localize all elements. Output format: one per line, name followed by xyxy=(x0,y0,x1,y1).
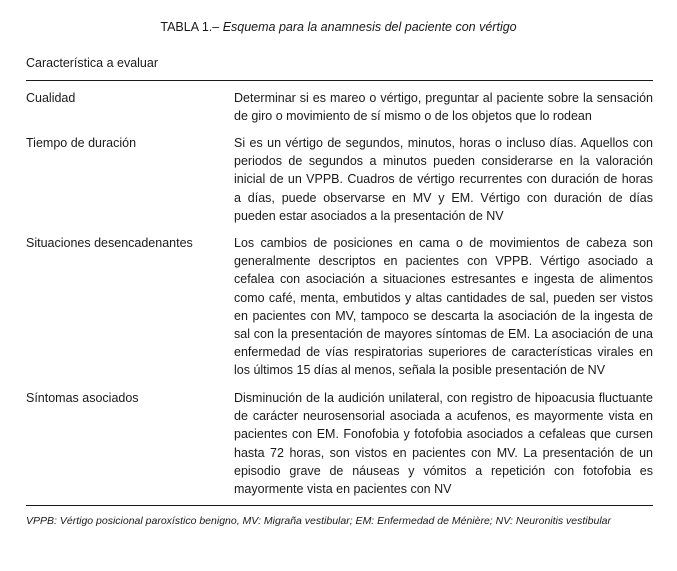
column-header: Característica a evaluar xyxy=(26,56,159,70)
row-label: Cualidad xyxy=(26,91,76,105)
top-rule xyxy=(26,80,653,81)
row-description: Los cambios de posiciones en cama o de movimientos de cabeza son generalmente descriptos en pacientes con VPPB. Vértigo asociado a cefalea con asociación a situaciones estresantes e ingesta de alimentos como café, menta, embutidos y altas cantidades de sal, pueden ser vistos en pacientes con MV, tampoco se descarta la asociación de la ingesta de sal con la presentación de mayores síntomas de EM. La asociación de una enfermedad de vías respiratorias superiores de características virales en los últimos 15 días al menos, señala la posible presentación de NV xyxy=(234,236,653,378)
table-footnote: VPPB: Vértigo posicional paroxístico benigno, MV: Migraña vestibular; EM: Enfermedad de Ménière; NV: Neuronitis vestibular xyxy=(26,515,611,527)
row-description: Si es un vértigo de segundos, minutos, horas o incluso días. Aquellos con periodos de segundos a minutos pueden considerarse en la valoración inicial de un VPPB. Cuadros de vértigo recurrentes con duración de horas a días, puede observarse en MV y EM. Vértigo con duración de días pueden estar asociados a la presentación de NV xyxy=(234,136,653,223)
row-description: Disminución de la audición unilateral, con registro de hipoacusia fluctuante de carácter neurosensorial asociada a acufenos, es mayormente vista en pacientes con EM. Fonofobia y fotofobia asociados a cefaleas que cursen hasta 72 horas, son vistos en pacientes con MV. La presentación de un episodio grave de náuseas y vómitos a repetición con fotofobia es mayormente vista en pacientes con NV xyxy=(234,391,653,497)
table-caption xyxy=(0,19,677,35)
table-title: Esquema para la anamnesis del paciente con vértigo xyxy=(219,20,517,34)
row-label: Tiempo de duración xyxy=(26,136,137,150)
row-description: Determinar si es mareo o vértigo, preguntar al paciente sobre la sensación de giro o movimiento de sí mismo o de los objetos que lo rodean xyxy=(234,91,653,124)
table-number: TABLA 1.– xyxy=(160,20,220,34)
row-label: Síntomas asociados xyxy=(26,391,139,405)
bottom-rule xyxy=(26,505,653,506)
row-label: Situaciones desencadenantes xyxy=(26,236,193,250)
